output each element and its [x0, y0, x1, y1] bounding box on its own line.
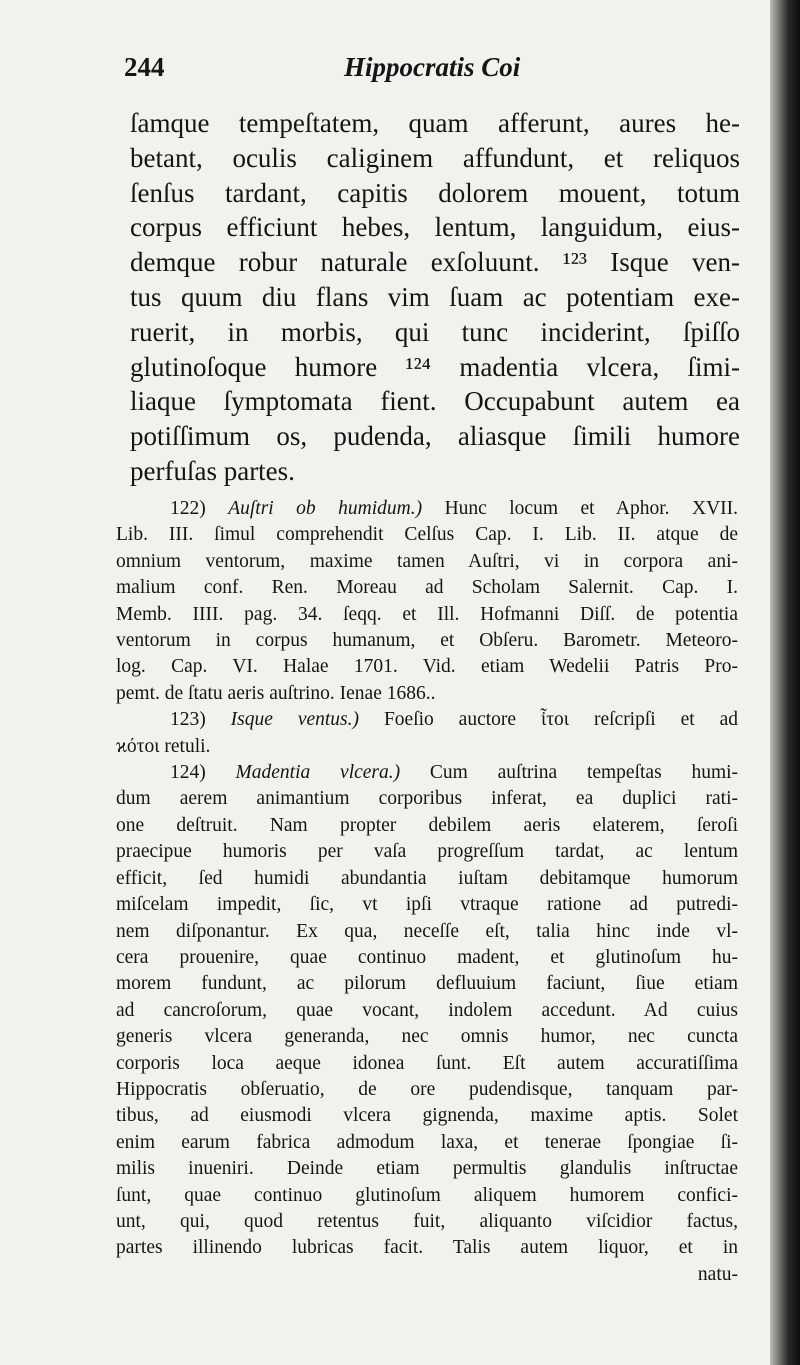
footnote-line: generis vlcera generanda, nec omnis humor, nec cuncta — [116, 1026, 738, 1048]
main-text-block — [130, 106, 740, 489]
footnote-text: Foeſio auctore ἶτοι reſcripſi et ad — [383, 709, 738, 731]
footnote-123 — [116, 707, 738, 760]
main-text-line: glutinoſoque humore ¹²⁴ madentia vlcera, ſimi- — [130, 351, 740, 382]
footnote-124 — [116, 760, 738, 1288]
footnote-line: one deſtruit. Nam propter debilem aeris elaterem, ſeroſi — [116, 814, 738, 836]
footnote-line: Memb. IIII. pag. 34. ſeqq. et Ill. Hofmanni Diſſ. de potentia — [116, 603, 738, 625]
footnote-line — [116, 707, 738, 733]
footnote-line — [116, 760, 738, 786]
main-text-line: corpus efficiunt hebes, lentum, languidum, eius- — [130, 212, 740, 243]
footnote-line: ϰότοι retuli. — [116, 735, 211, 757]
footnote-line: partes illinendo lubricas facit. Talis autem liquor, et in — [116, 1237, 738, 1259]
main-text-line: demque robur naturale exſoluunt. ¹²³ Isque ven- — [130, 247, 740, 278]
footnote-line: milis inueniri. Deinde etiam permultis glandulis inſtructae — [116, 1158, 738, 1180]
footnote-text: Cum auſtrina tempeſtas humi- — [429, 762, 739, 784]
footnote-text: Hunc locum et Aphor. XVII. — [444, 498, 739, 519]
footnote-lemma: Auſtri ob humidum.) — [228, 498, 423, 519]
main-text-line: perfuſas partes. — [130, 455, 295, 486]
book-edge-shadow — [770, 0, 800, 1365]
footnote-line: omnium ventorum, maxime tamen Auſtri, vi in corpora ani- — [116, 550, 738, 572]
footnote-number: 123) — [170, 709, 206, 731]
footnote-line: cera prouenire, quae continuo madent, et glutinoſum hu- — [116, 946, 738, 968]
page-number: 244 — [124, 52, 165, 82]
footnote-line: corporis loca aeque idonea ſunt. Eſt autem accuratiſſima — [116, 1052, 738, 1074]
main-text-line: ruerit, in morbis, qui tunc inciderint, ſpiſſo — [130, 316, 740, 347]
footnote-122 — [116, 496, 738, 707]
footnote-line: enim earum fabrica admodum laxa, et tenerae ſpongiae ſi- — [116, 1131, 738, 1153]
footnote-lemma: Isque ventus.) — [230, 709, 360, 731]
footnote-lemma: Madentia vlcera.) — [235, 762, 401, 784]
running-head — [124, 52, 684, 92]
footnote-number: 124) — [170, 762, 206, 784]
footnote-line: praecipue humoris per vaſa progreſſum tardat, ac lentum — [116, 841, 738, 863]
main-text-line: ſenſus tardant, capitis dolorem mouent, totum — [130, 177, 740, 208]
footnote-line: ventorum in corpus humanum, et Obſeru. Barometr. Meteoro- — [116, 630, 738, 652]
footnote-line: miſcelam impedit, ſic, vt ipſi vtraque ratione ad putredi- — [116, 894, 738, 916]
footnotes — [116, 496, 738, 1288]
main-text-line: liaque ſymptomata fient. Occupabunt autem ea — [130, 386, 740, 417]
footnote-line: unt, qui, quod retentus fuit, aliquanto viſcidior factus, — [116, 1210, 738, 1232]
footnote-line: log. Cap. VI. Halae 1701. Vid. etiam Wedelii Patris Pro- — [116, 656, 738, 678]
footnote-line: pemt. de ſtatu aeris auſtrino. Ienae 1686.. — [116, 682, 436, 704]
footnote-number: 122) — [170, 498, 206, 519]
footnote-line: morem fundunt, ac pilorum defluuium faciunt, ſiue etiam — [116, 973, 738, 995]
catchword: natu- — [697, 1263, 738, 1285]
footnote-line: nem diſponantur. Ex qua, neceſſe eſt, talia hinc inde vl- — [116, 920, 738, 942]
footnote-line: tibus, ad eiusmodi vlcera gignenda, maxime aptis. Solet — [116, 1105, 738, 1127]
footnote-line: Lib. III. ſimul comprehendit Celſus Cap. I. Lib. II. atque de — [116, 524, 738, 546]
main-text-line: potiſſimum os, pudenda, aliasque ſimili humore — [130, 421, 740, 452]
footnote-line: ſunt, quae continuo glutinoſum aliquem humorem confici- — [116, 1184, 738, 1206]
footnote-line: efficit, ſed humidi abundantia iuſtam debitamque humorum — [116, 867, 738, 889]
main-text-line: ſamque tempeſtatem, quam afferunt, aures he- — [130, 108, 740, 138]
footnote-line — [116, 496, 738, 522]
main-text-line: tus quum diu flans vim ſuam ac potentiam exe- — [130, 281, 740, 312]
running-title: Hippocratis Coi — [344, 52, 521, 82]
footnote-line: ad cancroſorum, quae vocant, indolem accedunt. Ad cuius — [116, 999, 738, 1021]
footnote-line: dum aerem animantium corporibus inferat, ea duplici rati- — [116, 788, 738, 810]
footnote-line: malium conf. Ren. Moreau ad Scholam Salernit. Cap. I. — [116, 577, 738, 599]
footnote-line: Hippocratis obſeruatio, de ore pudendisque, tanquam par- — [116, 1078, 738, 1100]
main-text-line: betant, oculis caliginem affundunt, et reliquos — [130, 142, 740, 173]
